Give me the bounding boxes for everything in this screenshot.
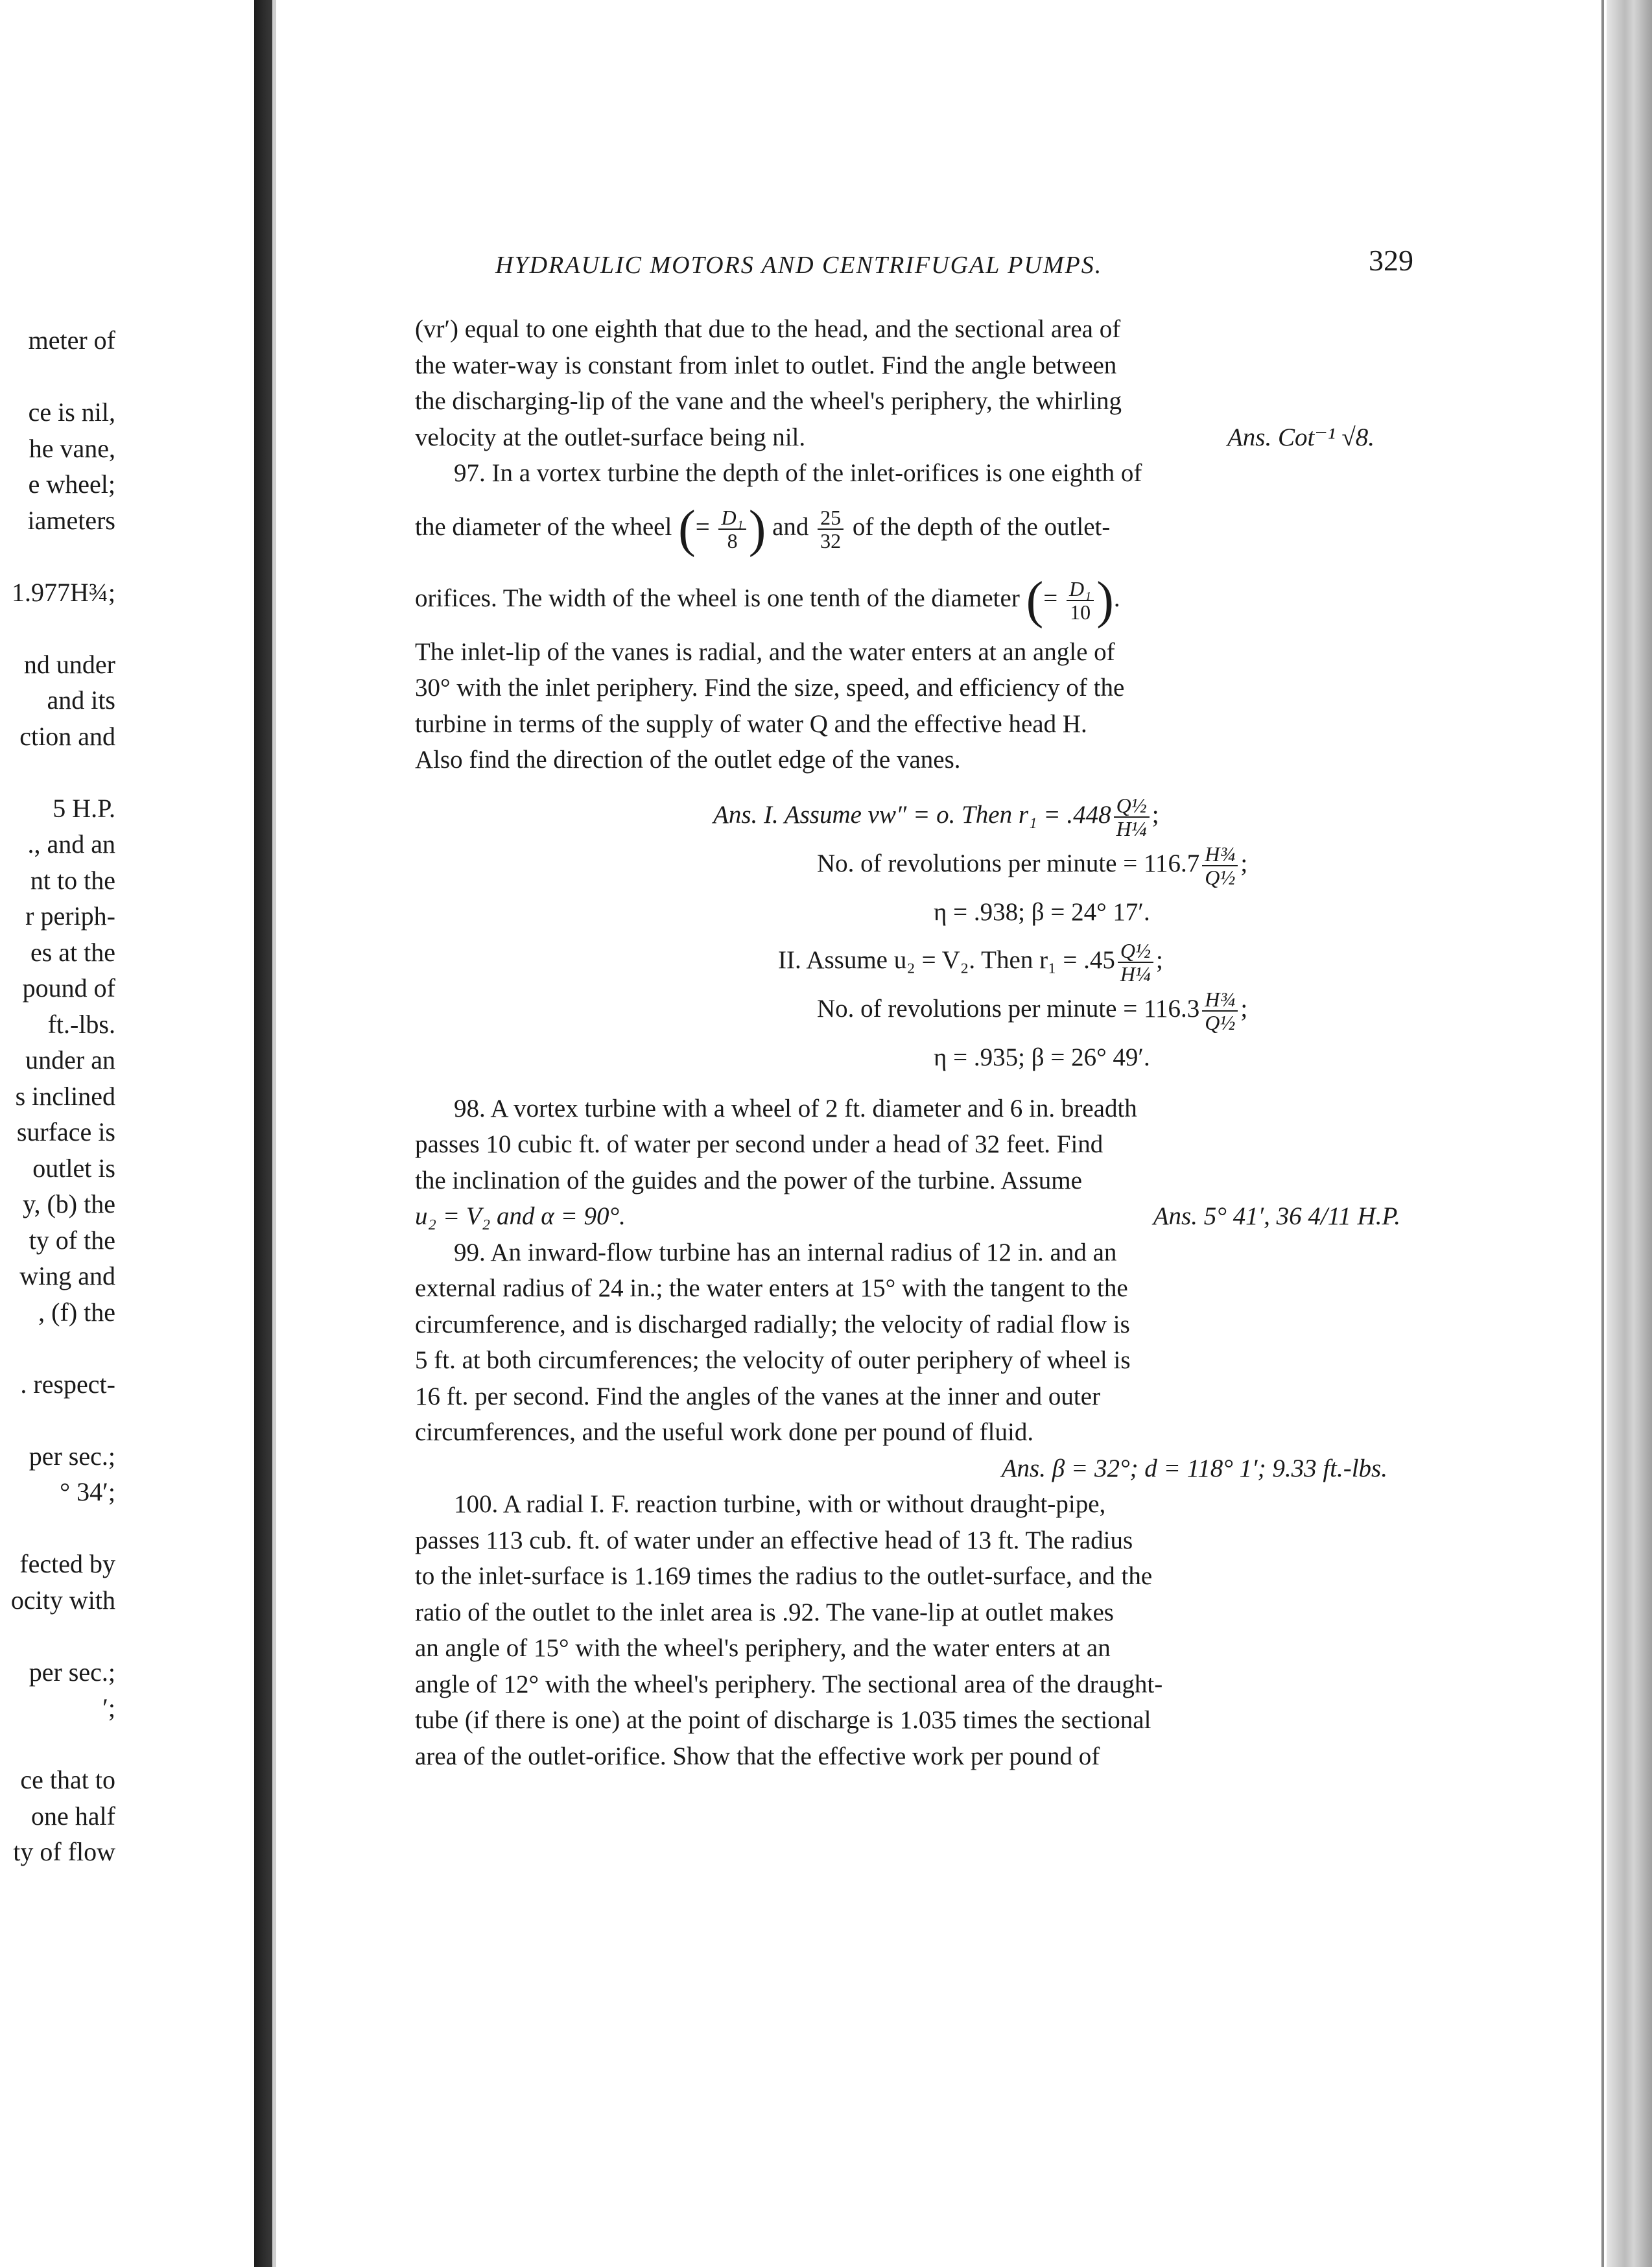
left-page-fragment: per sec.; xyxy=(29,1657,115,1687)
page-edge-line xyxy=(1601,0,1604,2267)
denominator: H¼ xyxy=(1120,962,1151,986)
equation-text: Ans. I. Assume vw″ = o. Then r₁ = .448 xyxy=(713,800,1111,829)
text-line: tube (if there is one) at the point of discharge is 1.035 times the sectional xyxy=(415,1706,1151,1735)
header-title: HYDRAULIC MOTORS AND CENTRIFUGAL PUMPS. xyxy=(495,252,1103,279)
equation: No. of revolutions per minute = 116.7 $\frac{\text{H¾}}{\text{Q½}}$ ; xyxy=(817,842,1248,889)
text-line: the discharging-lip of the vane and the wheel's periphery, the whirling xyxy=(415,387,1122,415)
fraction-d1-over-8 xyxy=(718,506,746,552)
left-page-fragment: , (f) the xyxy=(38,1297,115,1327)
running-header xyxy=(415,233,1413,311)
equation: II. Assume u₂ = V₂. Then r₁ = .45 $\frac{\text{Q½}}{\text{H¼}}$ ; xyxy=(778,938,1163,986)
equation: η = .938; β = 24° 17′. xyxy=(934,897,1150,926)
problem-100 xyxy=(415,1486,1400,1774)
text-line xyxy=(415,420,1400,456)
left-page-fragment: 1.977H¾; xyxy=(12,577,115,607)
left-page-fragment: s inclined xyxy=(15,1081,115,1111)
left-page-fragment: ty of flow xyxy=(13,1837,115,1866)
numerator: D₁ xyxy=(1067,578,1094,601)
left-page-fragment: . respect- xyxy=(20,1369,115,1399)
left-page-fragment: ′; xyxy=(102,1693,115,1722)
equation: Ans. I. Assume vw″ = o. Then r₁ = .448 $\frac{\text{Q½}}{\text{H¼}}$ ; xyxy=(713,793,1159,840)
text-line: 16 ft. per second. Find the angles of the vanes at the inner and outer xyxy=(415,1382,1101,1410)
text-line: the inclination of the guides and the power of the turbine. Assume xyxy=(415,1166,1082,1194)
equation: No. of revolutions per minute = 116.3 $\frac{\text{H¾}}{\text{Q½}}$ ; xyxy=(817,987,1248,1034)
fraction xyxy=(1202,843,1238,888)
left-page-fragment: fected by xyxy=(19,1549,115,1578)
problem-99 xyxy=(415,1235,1400,1487)
left-page-fragment: per sec.; xyxy=(29,1441,115,1471)
text-line: (vr′) equal to one eighth that due to the head, and the sectional area of xyxy=(415,315,1121,343)
problem-97 xyxy=(415,455,1400,778)
text-line: angle of 12° with the wheel's periphery. The sectional area of the draught- xyxy=(415,1670,1163,1698)
paren-close: ) xyxy=(748,500,766,558)
book-gutter-shadow xyxy=(254,0,272,2267)
equation-text: II. Assume u₂ = V₂. Then r₁ = .45 xyxy=(778,945,1115,974)
left-page-fragment: pound of xyxy=(22,973,115,1003)
text-line: passes 113 cub. ft. of water under an effective head of 13 ft. The radius xyxy=(415,1526,1133,1554)
left-page-fragment: nt to the xyxy=(30,865,115,895)
answer: Ans. Cot⁻¹ √8. xyxy=(1227,423,1375,451)
left-page-fragment: ce that to xyxy=(20,1765,115,1794)
page-number: 329 xyxy=(1369,244,1413,277)
fraction xyxy=(1118,940,1153,985)
text-fragment: and xyxy=(772,512,809,541)
fraction-d1-over-10 xyxy=(1067,578,1094,623)
problem-98 xyxy=(415,1091,1400,1235)
denominator: Q½ xyxy=(1205,865,1236,889)
left-page-fragment: one half xyxy=(31,1801,115,1831)
left-page-fragment: r periph- xyxy=(25,901,115,931)
text-line-with-fraction: orifices. The width of the wheel is one tenth of the diameter (= $\frac{\text{D₁}}{10}$ ). xyxy=(415,571,1120,629)
text-line: 100. A radial I. F. reaction turbine, with or without draught-pipe, xyxy=(454,1490,1106,1519)
text-line: 97. In a vortex turbine the depth of the inlet-orifices is one eighth of xyxy=(454,459,1142,487)
paren-close: ) xyxy=(1096,571,1114,629)
left-page-fragment: iameters xyxy=(27,505,115,535)
text-line: 30° with the inlet periphery. Find the size, speed, and efficiency of the xyxy=(415,674,1125,702)
answer: Ans. β = 32°; d = 118° 1′; 9.33 ft.-lbs. xyxy=(1001,1454,1387,1482)
text-line: area of the outlet-orifice. Show that the effective work per pound of xyxy=(415,1742,1100,1770)
left-page-fragment: outlet is xyxy=(32,1153,115,1183)
text-line: passes 10 cubic ft. of water per second under a head of 32 feet. Find xyxy=(415,1130,1103,1159)
numerator: H¾ xyxy=(1202,843,1238,866)
left-page-fragment: ft.-lbs. xyxy=(47,1009,115,1039)
numerator: Q½ xyxy=(1114,794,1150,818)
book-page-stack-edge xyxy=(1607,0,1652,2267)
left-page-fragment: ocity with xyxy=(10,1585,115,1615)
text-line xyxy=(415,1198,1400,1235)
denominator: 10 xyxy=(1070,600,1091,624)
paren-open: ( xyxy=(678,500,696,558)
left-page-fragment: e wheel; xyxy=(28,469,115,499)
text-line: ratio of the outlet to the inlet area is .92. The vane-lip at outlet makes xyxy=(415,1598,1114,1626)
text-line: 98. A vortex turbine with a wheel of 2 ft. diameter and 6 in. breadth xyxy=(454,1094,1137,1122)
left-page-fragment: meter of xyxy=(28,326,115,355)
answer-equations xyxy=(415,791,1400,1082)
text-line: circumference, and is discharged radially; the velocity of radial flow is xyxy=(415,1310,1130,1338)
text-line: Also find the direction of the outlet edge of the vanes. xyxy=(415,746,961,774)
denominator: Q½ xyxy=(1205,1010,1236,1034)
text-line-with-fractions: the diameter of the wheel (= $\frac{\text{D₁}}{8}$ ) and $\frac{25}{32}$ of the depth of the outlet- xyxy=(415,500,1111,558)
text-line: the water-way is constant from inlet to outlet. Find the angle between xyxy=(415,351,1117,379)
left-page-fragment: nd under xyxy=(23,649,115,679)
text-line: circumferences, and the useful work done per pound of fluid. xyxy=(415,1418,1034,1447)
right-page xyxy=(415,233,1413,1774)
fraction-25-over-32 xyxy=(818,506,844,552)
problem-96-continuation xyxy=(415,311,1400,455)
text-line: 5 ft. at both circumferences; the velocity of outer periphery of wheel is xyxy=(415,1346,1131,1375)
numerator: D₁ xyxy=(718,506,746,530)
numerator: 25 xyxy=(818,506,844,530)
left-page-fragment: he vane, xyxy=(29,433,115,463)
left-page-fragment: ce is nil, xyxy=(28,398,115,427)
denominator: 32 xyxy=(820,528,842,552)
left-page-fragment: and its xyxy=(47,685,115,715)
text-line: 99. An inward-flow turbine has an internal radius of 12 in. and an xyxy=(454,1238,1117,1266)
text-line: to the inlet-surface is 1.169 times the radius to the outlet-surface, and the xyxy=(415,1562,1153,1591)
text-fragment: the diameter of the wheel xyxy=(415,512,672,541)
text-fragment: velocity at the outlet-surface being nil. xyxy=(415,423,806,451)
equation: η = .935; β = 26° 49′. xyxy=(934,1043,1150,1071)
answer: Ans. 5° 41′, 36 4/11 H.P. xyxy=(1153,1202,1400,1231)
text-fragment: u₂ = V₂ and α = 90°. xyxy=(415,1202,626,1231)
left-page-fragment: 5 H.P. xyxy=(53,793,115,823)
left-page-fragment: es at the xyxy=(30,937,115,967)
numerator: H¾ xyxy=(1202,988,1238,1012)
text-line: an angle of 15° with the wheel's periphery, and the water enters at an xyxy=(415,1634,1111,1663)
denominator: H¼ xyxy=(1116,816,1147,840)
denominator: 8 xyxy=(727,528,738,552)
left-page-fragment: y, (b) the xyxy=(23,1189,115,1218)
text-line: turbine in terms of the supply of water Q and the effective head H. xyxy=(415,709,1087,738)
paren-open: ( xyxy=(1026,571,1044,629)
left-page-fragment: ., and an xyxy=(27,829,115,859)
text-fragment: of the depth of the outlet- xyxy=(852,512,1111,541)
fraction xyxy=(1114,794,1150,840)
left-page-fragment: surface is xyxy=(16,1117,115,1146)
left-page-fragment: ction and xyxy=(19,721,115,751)
left-page-fragment: ty of the xyxy=(29,1225,115,1255)
text-line: The inlet-lip of the vanes is radial, and the water enters at an angle of xyxy=(415,637,1115,666)
text-line: external radius of 24 in.; the water enters at 15° with the tangent to the xyxy=(415,1274,1128,1303)
left-page-fragment: wing and xyxy=(19,1261,115,1290)
text-fragment: orifices. The width of the wheel is one tenth of the diameter xyxy=(415,584,1020,612)
numerator: Q½ xyxy=(1118,940,1153,963)
gutter-edge xyxy=(272,0,276,2267)
left-page-fragment: ° 34′; xyxy=(60,1477,115,1506)
equation-text: No. of revolutions per minute = 116.3 xyxy=(817,994,1200,1023)
fraction xyxy=(1202,988,1238,1034)
equation-text: No. of revolutions per minute = 116.7 xyxy=(817,849,1200,877)
left-page-fragment: under an xyxy=(25,1045,115,1074)
